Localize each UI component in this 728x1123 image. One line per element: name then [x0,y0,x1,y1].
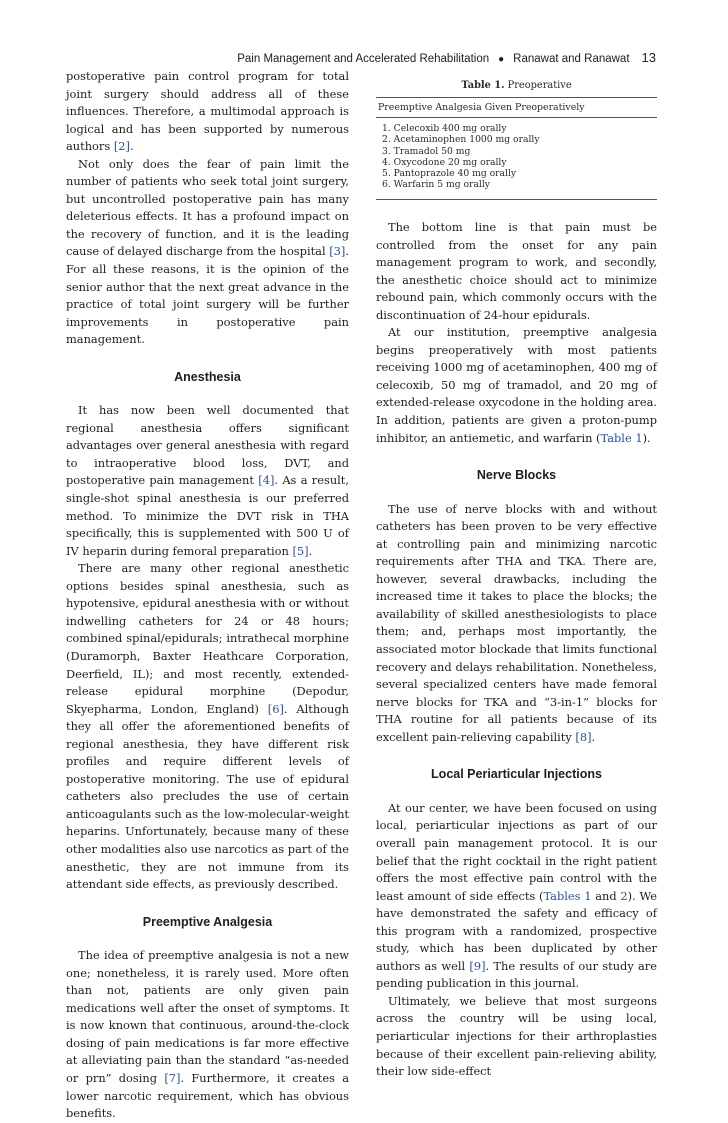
citation-link[interactable]: [5] [292,543,309,558]
text-run: . As a result, single-shot spinal anesthesia is our preferred method. To minimize the DVT risk in THA specifically, this is supplemented with 500 U of IV heparin during femoral preparation [66,473,349,558]
text-run: . The results of our study are pending publication in this journal. [376,958,657,991]
citation-link[interactable]: [6] [267,701,284,716]
running-title: Pain Management and Accelerated Rehabilitation [237,53,490,65]
right-column [376,219,657,1081]
header-bullet: ● [498,54,505,65]
table-heading: Preemptive Analgesia Given Preoperatively [376,98,657,118]
paragraph [376,800,657,993]
text-run: . Although they all offer the aforementioned benefits of regional anesthesia, they have different risk profiles and require different levels of postoperative monitoring. The use of epidural catheters also precludes the use of certain anticoagulants such as the low-molecular-weight heparins. Unfortunately, because many of these other modalities also use narcotics as part of the anesthetic, they are not immune from its attendant side effects, as previously described. [66,701,349,892]
text-run: There are many other regional anesthetic options besides spinal anesthesia, such as hypotensive, epidural anesthesia with or without indwelling catheters for 24 or 48 hours; combined spinal/epidurals; intrathecal morphine (Duramorph, Baxter Heathcare Corporation, Deerfield, IL); and most recently, extended-release epidural morphine (Depodur, Skyepharma, London, England) [66,561,349,716]
text-run: ). We have demonstrated the safety and efficacy of this program with a randomized, prospective study, which has been duplicated by other authors as well [376,888,657,973]
text-run: . For all these reasons, it is the opinion of the senior author that the next great advance in the practice of total joint surgery will be further improvements in postoperative pain management. [66,244,349,347]
text-run: The use of nerve blocks with and without catheters has been proven to be very effective at controlling pain and minimizing narcotic requirements after THA and TKA. There are, however, several drawbacks, including the increased time it takes to place the blocks; the availability of skilled anesthesiologists to place them; and, perhaps most importantly, the associated motor blockade that limits functional recovery and delays rehabilitation. Nonetheless, several specialized centers have made femoral nerve blocks for TKA and “3-in-1” blocks for THA routine for all patients because of its excellent pain-relieving capability [376,501,657,744]
citation-link[interactable]: Table 1 [600,430,643,445]
paragraph [66,560,349,893]
paragraph [376,219,657,324]
table-item: 1. Celecoxib 400 mg orally [382,123,507,134]
text-run: . [308,543,313,558]
paragraph [66,402,349,560]
table-rule [376,199,657,200]
citation-link[interactable]: [9] [469,958,486,973]
section-heading-preemptive-analgesia: Preemptive Analgesia [142,914,273,929]
table-1 [376,80,657,200]
text-run: postoperative pain control program for total joint surgery should address all of these influences. Therefore, a multimodal approach is logical and has been supported by numerous authors [66,69,349,154]
section-heading-anesthesia: Anesthesia [174,369,241,384]
section-heading-local-injections: Local Periarticular Injections [431,767,602,782]
table-item: 2. Acetaminophen 1000 mg orally [382,134,540,146]
text-run: . Furthermore, it creates a lower narcotic requirement, which has obvious benefits. [66,1070,350,1121]
citation-link[interactable]: [3] [329,244,346,259]
table-caption [376,80,657,91]
table-item: 6. Warfarin 5 mg orally [382,179,490,191]
text-run: It has now been well documented that regional anesthesia offers significant advantages over general anesthesia with regard to intraoperative blood loss, DVT, and postoperative pain management [66,403,349,488]
paragraph [376,501,657,747]
paragraph [66,156,349,349]
page-number: 13 [641,50,656,65]
table-item: 3. Tramadol 50 mg [382,145,471,157]
paragraph [376,324,657,447]
left-column [66,68,349,1123]
text-run: The bottom line is that pain must be controlled from the onset for any pain management program to work, and secondly, the anesthetic choice should act to minimize rebound pain, which commonly occurs with the discontinuation of 24-hour epidurals. [376,220,657,322]
table-caption-text: Preoperative [507,80,572,91]
text-run: Ultimately, we believe that most surgeons across the country will be using local, periarticular injections for their arthroplasties because of their excellent pain-relieving ability, their low side-effect [376,993,657,1079]
citation-link[interactable]: [7] [164,1070,181,1085]
table-item: 5. Pantoprazole 40 mg orally [382,168,517,180]
text-run: . [591,729,596,744]
citation-link[interactable]: [4] [258,473,275,488]
running-authors: Ranawat and Ranawat [513,53,630,65]
paragraph [66,947,349,1122]
table-label: Table 1. [461,80,505,91]
table-list [376,118,657,199]
paragraph [376,993,657,1081]
text-run: . [129,139,134,154]
paragraph [66,68,349,156]
section-heading-nerve-blocks: Nerve Blocks [476,468,557,483]
citation-link[interactable]: Tables 1 [543,888,592,903]
text-run: ). [642,430,651,445]
citation-link[interactable]: 2 [620,888,628,903]
running-header [60,50,656,65]
text-run: Not only does the fear of pain limit the number of patients who seek total joint surgery, but uncontrolled postoperative pain has many deleterious effects. It has a profound impact on the recovery of function, and it is the leading cause of delayed discharge from the hospital [66,156,349,259]
citation-link[interactable]: [2] [113,139,130,154]
text-run: The idea of preemptive analgesia is not a new one; nonetheless, it is rarely used. More often than not, patients are only given pain medications well after the onset of symptoms. It is now known that continuous, around-the-clock dosing of pain medications is far more effective at alleviating pain than the standard “as-needed or prn” dosing [66,948,349,1085]
text-run: At our center, we have been focused on using local, periarticular injections as part of our overall pain management protocol. It is our belief that the right cocktail in the right patient offers the most effective pain control with the least amount of side effects ( [376,800,657,903]
text-run: and [591,888,621,903]
citation-link[interactable]: [8] [575,729,592,744]
table-item: 4. Oxycodone 20 mg orally [382,156,507,168]
text-run: At our institution, preemptive analgesia begins preoperatively with most patients receiving 1000 mg of acetaminophen, 400 mg of celecoxib, 50 mg of tramadol, and 20 mg of extended-release oxycodone in the holding area. In addition, patients are given a proton-pump inhibitor, an antiemetic, and warfarin ( [376,325,657,445]
